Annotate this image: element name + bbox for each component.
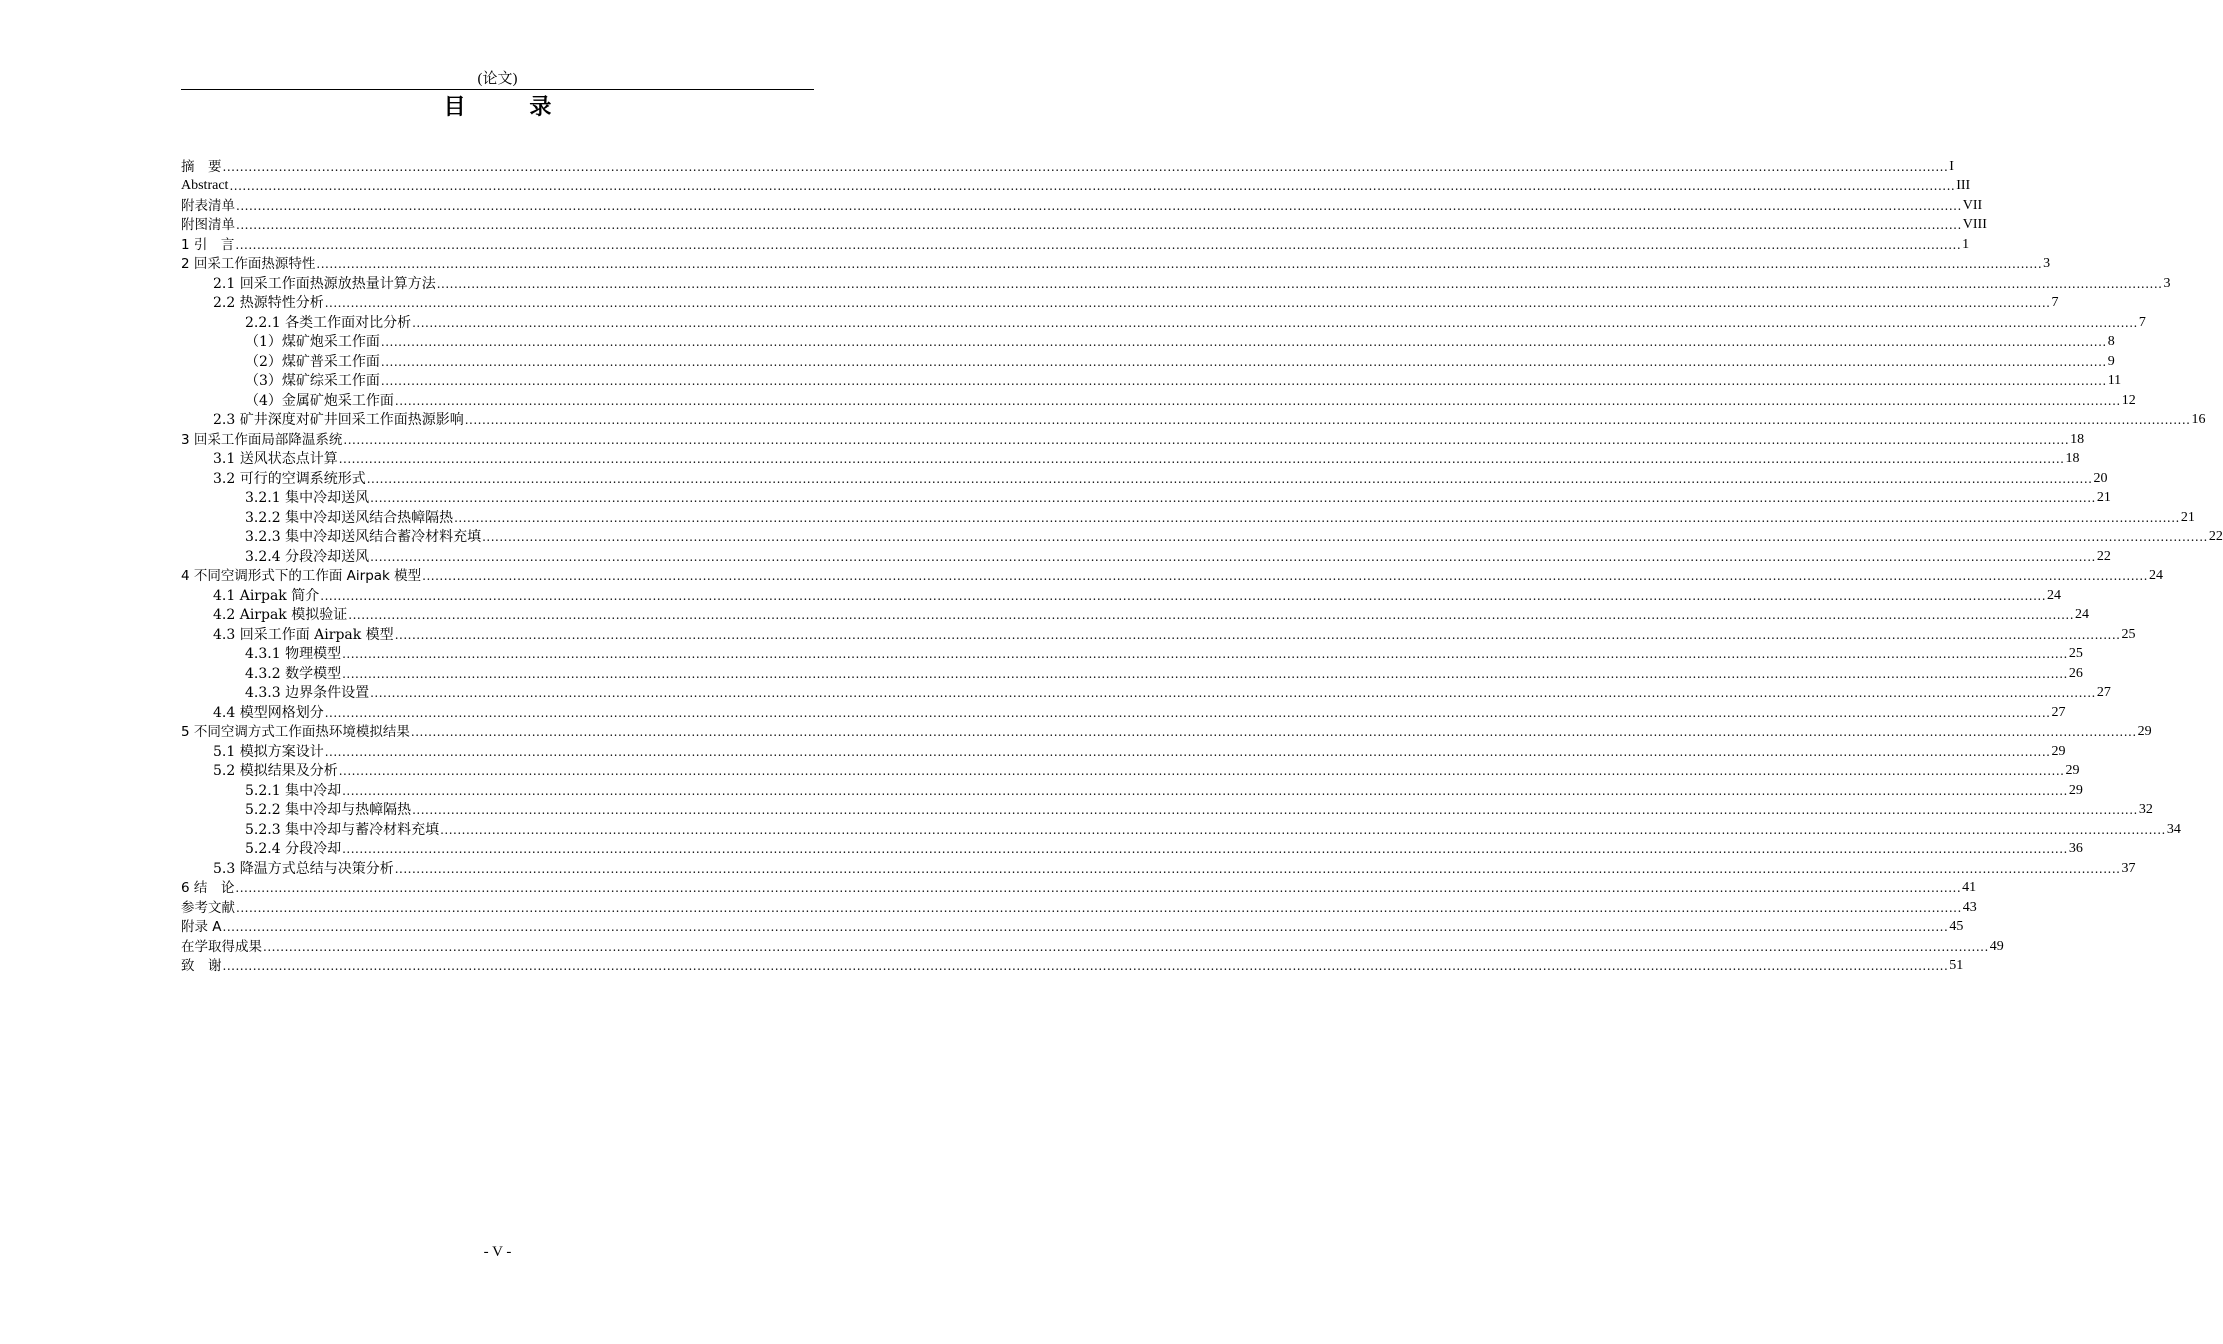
toc-entry-page: 3 bbox=[2043, 256, 2051, 271]
toc-entry-page: 24 bbox=[2075, 607, 2090, 622]
toc-entry-title: 5.2.4 分段冷却 bbox=[245, 841, 342, 857]
toc-entry-title: Abstract bbox=[181, 178, 229, 193]
toc-entry-page: 18 bbox=[2065, 451, 2080, 466]
toc-entry bbox=[181, 956, 1964, 976]
toc-entry-title: （1）煤矿炮采工作面 bbox=[245, 334, 380, 350]
toc-entry-page: 29 bbox=[2065, 763, 2080, 778]
toc-entry bbox=[181, 390, 2136, 410]
toc-entry-title: 5.2.2 集中冷却与热幛隔热 bbox=[245, 802, 412, 818]
toc-leader-dots: ................................................................................................................................................................................................................................................................................................................................................................................................................ bbox=[370, 549, 2096, 564]
toc-entry-page: 43 bbox=[1962, 899, 1977, 915]
toc-entry-page: 25 bbox=[2121, 626, 2136, 642]
toc-entry bbox=[181, 429, 2085, 449]
toc-entry-title: 4.3 回采工作面 Airpak 模型 bbox=[213, 626, 394, 643]
toc-entry-title: 4.2 Airpak 模拟验证 bbox=[213, 607, 348, 623]
toc-entry-page: VIII bbox=[1962, 217, 1987, 232]
page-footer: - V - bbox=[483, 1244, 512, 1260]
toc-entry-title: 3.2.4 分段冷却送风 bbox=[245, 548, 370, 565]
toc-entry-page: 29 bbox=[2137, 724, 2152, 739]
toc-leader-dots: ................................................................................................................................................................................................................................................................................................................................................................................................................ bbox=[342, 783, 2068, 798]
toc-leader-dots: ................................................................................................................................................................................................................................................................................................................................................................................................................ bbox=[440, 822, 2166, 837]
toc-entry-page: 8 bbox=[2107, 334, 2115, 349]
header-rule bbox=[181, 89, 814, 90]
toc-entry bbox=[181, 897, 1977, 917]
toc-entry-title: （4）金属矿炮采工作面 bbox=[245, 392, 394, 409]
toc-entry-title: 5.2.1 集中冷却 bbox=[245, 782, 342, 799]
toc-entry-title: （3）煤矿综采工作面 bbox=[245, 373, 380, 389]
page-header: (论文) bbox=[477, 71, 518, 87]
toc-leader-dots: ................................................................................................................................................................................................................................................................................................................................................................................................................ bbox=[222, 920, 1949, 934]
toc-leader-dots: ................................................................................................................................................................................................................................................................................................................................................................................................................ bbox=[342, 666, 2068, 681]
toc-entry bbox=[181, 683, 2111, 703]
toc-entry-title: 4.4 模型网格划分 bbox=[213, 704, 324, 721]
toc-entry bbox=[181, 273, 2171, 293]
toc-leader-dots: ................................................................................................................................................................................................................................................................................................................................................................................................................ bbox=[370, 686, 2096, 700]
toc-entry bbox=[181, 858, 2136, 878]
toc-entry bbox=[181, 761, 2080, 781]
toc-leader-dots: ................................................................................................................................................................................................................................................................................................................................................................................................................ bbox=[235, 237, 1962, 252]
toc-entry bbox=[181, 176, 1971, 196]
toc-leader-dots: ................................................................................................................................................................................................................................................................................................................................................................................................................ bbox=[464, 413, 2191, 427]
toc-leader-dots: ................................................................................................................................................................................................................................................................................................................................................................................................................ bbox=[422, 569, 2148, 583]
toc-leader-dots: ................................................................................................................................................................................................................................................................................................................................................................................................................ bbox=[338, 764, 2065, 778]
toc-entry-page: 9 bbox=[2107, 353, 2115, 369]
toc-entry bbox=[181, 605, 2090, 625]
toc-entry-page: 24 bbox=[2047, 587, 2062, 603]
toc-entry-page: 27 bbox=[2051, 704, 2066, 720]
toc-entry bbox=[181, 936, 2004, 956]
toc-leader-dots: ................................................................................................................................................................................................................................................................................................................................................................................................................ bbox=[482, 530, 2208, 544]
toc-leader-dots: ................................................................................................................................................................................................................................................................................................................................................................................................................ bbox=[380, 374, 2107, 388]
toc-entry bbox=[181, 702, 2066, 722]
toc-leader-dots: ................................................................................................................................................................................................................................................................................................................................................................................................................ bbox=[370, 491, 2096, 505]
toc-entry-title: 在学取得成果 bbox=[181, 938, 262, 955]
toc-entry bbox=[181, 215, 1987, 235]
toc-entry-title: （2）煤矿普采工作面 bbox=[245, 353, 380, 370]
toc-entry-title: 附录 A bbox=[181, 919, 222, 935]
toc-entry bbox=[181, 195, 1983, 215]
toc-entry bbox=[181, 488, 2111, 508]
toc-entry-title: 致 谢 bbox=[181, 958, 222, 974]
toc-entry-page: 3 bbox=[2163, 275, 2171, 291]
toc-entry bbox=[181, 371, 2122, 391]
toc-entry-title: 3.2.2 集中冷却送风结合热幛隔热 bbox=[245, 509, 454, 526]
toc-leader-dots: ................................................................................................................................................................................................................................................................................................................................................................................................................ bbox=[454, 510, 2180, 525]
toc-leader-dots: ................................................................................................................................................................................................................................................................................................................................................................................................................ bbox=[380, 335, 2107, 349]
toc-entry bbox=[181, 839, 2083, 859]
table-of-contents bbox=[181, 156, 2223, 975]
toc-entry bbox=[181, 917, 1964, 937]
toc-entry-page: 1 bbox=[1962, 236, 1970, 252]
toc-entry bbox=[181, 624, 2136, 644]
toc-leader-dots: ................................................................................................................................................................................................................................................................................................................................................................................................................ bbox=[324, 296, 2051, 310]
toc-leader-dots: ................................................................................................................................................................................................................................................................................................................................................................................................................ bbox=[348, 608, 2075, 622]
toc-leader-dots: ................................................................................................................................................................................................................................................................................................................................................................................................................ bbox=[324, 705, 2051, 720]
toc-entry-page: 37 bbox=[2121, 860, 2136, 876]
toc-entry-title: 附图清单 bbox=[181, 217, 235, 233]
toc-leader-dots: ................................................................................................................................................................................................................................................................................................................................................................................................................ bbox=[222, 159, 1949, 174]
toc-leader-dots: ................................................................................................................................................................................................................................................................................................................................................................................................................ bbox=[236, 900, 1962, 915]
toc-entry-page: 21 bbox=[2180, 509, 2195, 525]
toc-entry-page: 22 bbox=[2208, 529, 2223, 544]
toc-entry bbox=[181, 644, 2083, 664]
toc-entry-page: 21 bbox=[2096, 490, 2111, 505]
toc-entry-page: VII bbox=[1962, 197, 1983, 213]
toc-leader-dots: ................................................................................................................................................................................................................................................................................................................................................................................................................ bbox=[236, 218, 1962, 232]
toc-entry bbox=[181, 312, 2146, 332]
toc-entry-page: 27 bbox=[2096, 685, 2111, 700]
toc-entry-page: 20 bbox=[2093, 470, 2108, 486]
toc-leader-dots: ................................................................................................................................................................................................................................................................................................................................................................................................................ bbox=[394, 861, 2121, 876]
toc-entry-page: 29 bbox=[2051, 743, 2066, 759]
toc-leader-dots: ................................................................................................................................................................................................................................................................................................................................................................................................................ bbox=[236, 198, 1962, 213]
toc-entry bbox=[181, 527, 2223, 547]
toc-entry bbox=[181, 741, 2066, 761]
toc-title: 目 录 bbox=[443, 95, 580, 120]
toc-entry bbox=[181, 585, 2062, 605]
toc-entry-title: 6 结 论 bbox=[181, 880, 235, 896]
toc-entry-page: 26 bbox=[2068, 665, 2083, 681]
toc-entry-title: 5.2.3 集中冷却与蓄冷材料充填 bbox=[245, 821, 440, 838]
toc-entry-title: 4.3.1 物理模型 bbox=[245, 646, 342, 662]
toc-entry bbox=[181, 234, 1970, 254]
toc-leader-dots: ................................................................................................................................................................................................................................................................................................................................................................................................................ bbox=[394, 627, 2121, 642]
toc-entry-title: 3.2.1 集中冷却送风 bbox=[245, 490, 370, 506]
toc-entry-title: 4.3.3 边界条件设置 bbox=[245, 685, 370, 701]
toc-entry-title: 附表清单 bbox=[181, 197, 235, 214]
toc-entry-page: 12 bbox=[2121, 392, 2136, 408]
toc-entry-title: 3.2 可行的空调系统形式 bbox=[213, 470, 366, 487]
toc-leader-dots: ................................................................................................................................................................................................................................................................................................................................................................................................................ bbox=[343, 432, 2070, 447]
toc-entry bbox=[181, 293, 2059, 313]
toc-leader-dots: ................................................................................................................................................................................................................................................................................................................................................................................................................ bbox=[263, 939, 1989, 954]
toc-entry-page: 34 bbox=[2166, 821, 2181, 837]
toc-entry-title: 4.1 Airpak 简介 bbox=[213, 587, 320, 604]
toc-leader-dots: ................................................................................................................................................................................................................................................................................................................................................................................................................ bbox=[338, 452, 2065, 466]
toc-entry-title: 3.2.3 集中冷却送风结合蓄冷材料充填 bbox=[245, 529, 482, 545]
toc-entry-page: 41 bbox=[1962, 880, 1977, 895]
toc-entry bbox=[181, 780, 2083, 800]
toc-entry-page: 45 bbox=[1949, 919, 1964, 934]
toc-entry-page: 7 bbox=[2051, 295, 2059, 310]
toc-entry bbox=[181, 663, 2083, 683]
toc-entry-title: 5.3 降温方式总结与决策分析 bbox=[213, 860, 394, 877]
toc-entry-title: 1 引 言 bbox=[181, 236, 235, 253]
toc-entry bbox=[181, 351, 2115, 371]
toc-entry bbox=[181, 546, 2111, 566]
toc-entry bbox=[181, 410, 2206, 430]
toc-entry bbox=[181, 449, 2080, 469]
toc-entry-page: 22 bbox=[2096, 548, 2111, 564]
toc-entry-page: III bbox=[1956, 178, 1971, 193]
toc-leader-dots: ................................................................................................................................................................................................................................................................................................................................................................................................................ bbox=[320, 588, 2047, 603]
toc-entry-page: 32 bbox=[2138, 802, 2153, 817]
toc-entry-title: 2.3 矿井深度对矿井回采工作面热源影响 bbox=[213, 412, 464, 428]
toc-entry-title: 参考文献 bbox=[181, 899, 235, 916]
toc-leader-dots: ................................................................................................................................................................................................................................................................................................................................................................................................................ bbox=[436, 276, 2163, 291]
toc-entry-title: 3.1 送风状态点计算 bbox=[213, 451, 338, 467]
toc-entry bbox=[181, 332, 2115, 352]
toc-leader-dots: ................................................................................................................................................................................................................................................................................................................................................................................................................ bbox=[342, 647, 2068, 661]
toc-entry-title: 2.2.1 各类工作面对比分析 bbox=[245, 314, 412, 331]
toc-entry-page: 49 bbox=[1989, 938, 2004, 954]
toc-leader-dots: ................................................................................................................................................................................................................................................................................................................................................................................................................ bbox=[222, 959, 1949, 973]
toc-leader-dots: ................................................................................................................................................................................................................................................................................................................................................................................................................ bbox=[412, 315, 2138, 330]
toc-entry bbox=[181, 566, 2163, 586]
toc-entry bbox=[181, 507, 2195, 527]
toc-entry bbox=[181, 878, 1977, 898]
toc-entry-title: 5.1 模拟方案设计 bbox=[213, 743, 324, 760]
toc-entry-page: 24 bbox=[2148, 568, 2163, 583]
toc-entry bbox=[181, 468, 2108, 488]
toc-entry-page: 25 bbox=[2068, 646, 2083, 661]
toc-entry-page: I bbox=[1949, 158, 1954, 174]
toc-leader-dots: ................................................................................................................................................................................................................................................................................................................................................................................................................ bbox=[342, 842, 2068, 856]
toc-entry-page: 36 bbox=[2068, 841, 2083, 856]
toc-entry bbox=[181, 254, 2051, 274]
toc-entry-title: 4 不同空调形式下的工作面 Airpak 模型 bbox=[181, 568, 422, 584]
toc-entry bbox=[181, 800, 2153, 820]
toc-leader-dots: ................................................................................................................................................................................................................................................................................................................................................................................................................ bbox=[410, 725, 2137, 739]
toc-leader-dots: ................................................................................................................................................................................................................................................................................................................................................................................................................ bbox=[324, 744, 2051, 759]
toc-entry-title: 2.1 回采工作面热源放热量计算方法 bbox=[213, 275, 436, 292]
toc-entry-page: 18 bbox=[2070, 431, 2085, 447]
toc-entry-title: 5 不同空调方式工作面热环境模拟结果 bbox=[181, 724, 410, 740]
toc-entry-page: 7 bbox=[2138, 314, 2146, 330]
toc-leader-dots: ................................................................................................................................................................................................................................................................................................................................................................................................................ bbox=[380, 354, 2107, 369]
toc-entry-page: 16 bbox=[2191, 412, 2206, 427]
toc-entry-page: 29 bbox=[2068, 782, 2083, 798]
toc-entry-title: 2.2 热源特性分析 bbox=[213, 295, 324, 311]
toc-leader-dots: ................................................................................................................................................................................................................................................................................................................................................................................................................ bbox=[229, 179, 1956, 193]
toc-leader-dots: ................................................................................................................................................................................................................................................................................................................................................................................................................ bbox=[235, 881, 1962, 895]
toc-entry-title: 2 回采工作面热源特性 bbox=[181, 256, 316, 272]
toc-entry-page: 51 bbox=[1949, 958, 1964, 973]
toc-leader-dots: ................................................................................................................................................................................................................................................................................................................................................................................................................ bbox=[394, 393, 2121, 408]
toc-leader-dots: ................................................................................................................................................................................................................................................................................................................................................................................................................ bbox=[366, 471, 2093, 486]
toc-leader-dots: ................................................................................................................................................................................................................................................................................................................................................................................................................ bbox=[412, 803, 2138, 817]
toc-entry bbox=[181, 156, 1954, 176]
toc-entry bbox=[181, 819, 2181, 839]
toc-entry-page: 11 bbox=[2107, 373, 2122, 388]
toc-entry-title: 3 回采工作面局部降温系统 bbox=[181, 431, 343, 448]
toc-entry-title: 5.2 模拟结果及分析 bbox=[213, 763, 338, 779]
toc-entry-title: 摘 要 bbox=[181, 158, 222, 175]
toc-entry-title: 4.3.2 数学模型 bbox=[245, 665, 342, 682]
toc-entry bbox=[181, 722, 2152, 742]
toc-leader-dots: ................................................................................................................................................................................................................................................................................................................................................................................................................ bbox=[316, 257, 2043, 271]
